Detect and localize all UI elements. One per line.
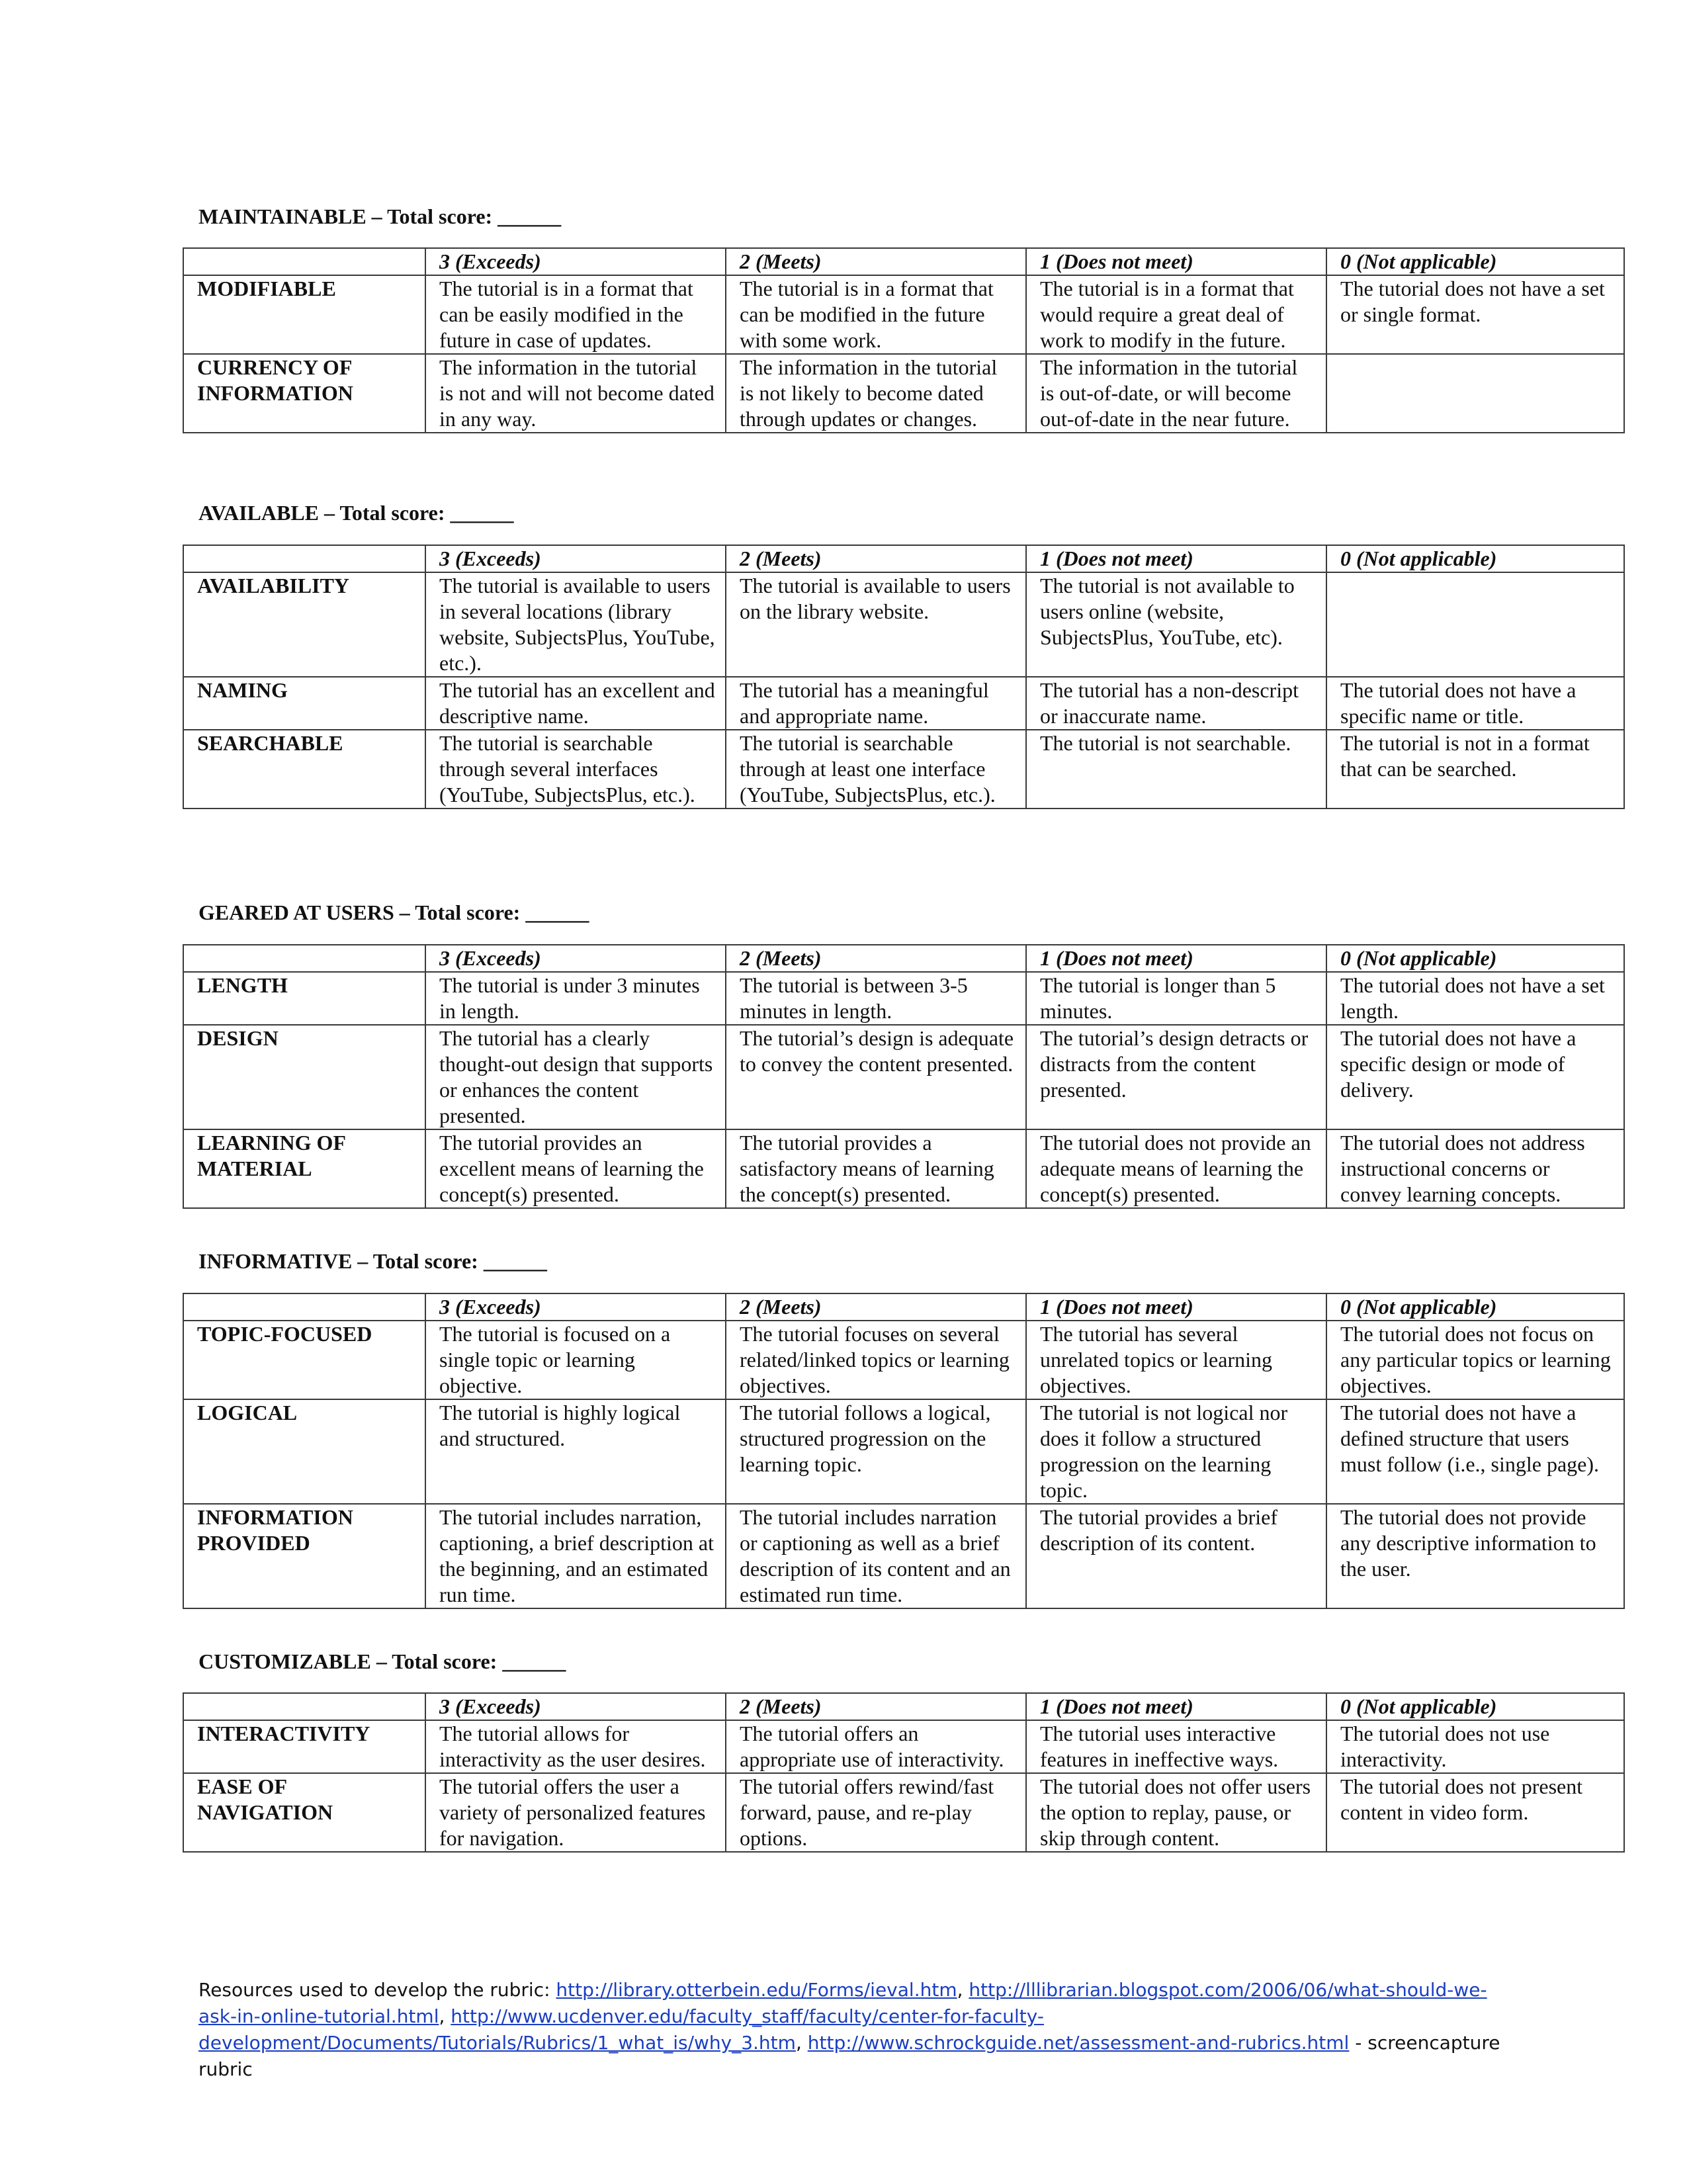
rubric-row — [183, 1773, 1624, 1852]
criterion-label: TOPIC-FOCUSED — [183, 1321, 425, 1399]
rubric-cell: The information in the tutorial is not and will not become dated in any way. — [425, 354, 726, 433]
rubric-cell: The tutorial offers rewind/fast forward, pause, and re-play options. — [726, 1773, 1026, 1852]
score-column-header: 2 (Meets) — [726, 1693, 1026, 1720]
rubric-header-row — [183, 945, 1624, 972]
score-column-header: 1 (Does not meet) — [1026, 545, 1326, 572]
rubric-cell: The tutorial does not have a specific design or mode of delivery. — [1326, 1025, 1624, 1129]
rubric-cell: The tutorial offers an appropriate use of interactivity. — [726, 1720, 1026, 1773]
rubric-cell: The tutorial does not focus on any particular topics or learning objectives. — [1326, 1321, 1624, 1399]
rubric-cell: The tutorial does not have a defined structure that users must follow (i.e., single page). — [1326, 1399, 1624, 1504]
section-title: MAINTAINABLE – Total score: ______ — [198, 204, 562, 228]
rubric-cell: The tutorial is not in a format that can be searched. — [1326, 730, 1624, 808]
header-blank-cell — [183, 545, 425, 572]
criterion-label: NAMING — [183, 677, 425, 730]
rubric-cell — [1326, 572, 1624, 677]
rubric-cell: The tutorial is not searchable. — [1026, 730, 1326, 808]
rubric-cell: The tutorial includes narration, captioning, a brief description at the beginning, and an estimated run time. — [425, 1504, 726, 1608]
rubric-cell: The tutorial provides a satisfactory means of learning the concept(s) presented. — [726, 1129, 1026, 1208]
rubric-cell: The tutorial does not have a specific name or title. — [1326, 677, 1624, 730]
resource-link[interactable]: http://library.otterbein.edu/Forms/ieval.htm — [556, 1979, 957, 2001]
rubric-row — [183, 1399, 1624, 1504]
rubric-row — [183, 354, 1624, 433]
rubric-cell: The tutorial is searchable through several interfaces (YouTube, SubjectsPlus, etc.). — [425, 730, 726, 808]
resource-link[interactable]: http://www.schrockguide.net/assessment-and-rubrics.html — [807, 2032, 1350, 2054]
score-column-header: 3 (Exceeds) — [425, 1693, 726, 1720]
rubric-cell: The tutorial is available to users in several locations (library website, SubjectsPlus, YouTube, etc.). — [425, 572, 726, 677]
score-column-header: 0 (Not applicable) — [1326, 248, 1624, 275]
rubric-table — [183, 944, 1625, 1209]
resource-link[interactable]: http://www.ucdenver.edu/faculty_staff/faculty/center-for-faculty-development/Documents/Tutorials/Rubrics/1_what_is/why_3.htm — [198, 2005, 1044, 2054]
rubric-table — [183, 1293, 1625, 1609]
section-title: GEARED AT USERS – Total score: ______ — [198, 900, 589, 924]
rubric-cell: The information in the tutorial is not likely to become dated through updates or changes. — [726, 354, 1026, 433]
rubric-header-row — [183, 1293, 1624, 1321]
score-column-header: 1 (Does not meet) — [1026, 248, 1326, 275]
rubric-cell: The tutorial is searchable through at least one interface (YouTube, SubjectsPlus, etc.). — [726, 730, 1026, 808]
header-blank-cell — [183, 1293, 425, 1321]
rubric-cell: The tutorial does not use interactivity. — [1326, 1720, 1624, 1773]
rubric-header-row — [183, 1693, 1624, 1720]
rubric-row — [183, 1720, 1624, 1773]
criterion-label: AVAILABILITY — [183, 572, 425, 677]
rubric-cell: The tutorial provides an excellent means of learning the concept(s) presented. — [425, 1129, 726, 1208]
rubric-cell: The tutorial is in a format that can be modified in the future with some work. — [726, 275, 1026, 354]
score-column-header: 0 (Not applicable) — [1326, 1293, 1624, 1321]
rubric-row — [183, 972, 1624, 1025]
score-column-header: 2 (Meets) — [726, 545, 1026, 572]
rubric-row — [183, 730, 1624, 808]
rubric-cell: The tutorial does not offer users the option to replay, pause, or skip through content. — [1026, 1773, 1326, 1852]
rubric-cell: The tutorial is under 3 minutes in length. — [425, 972, 726, 1025]
rubric-cell: The tutorial allows for interactivity as the user desires. — [425, 1720, 726, 1773]
footer-separator: , — [795, 2032, 808, 2054]
rubric-cell: The tutorial is focused on a single topic or learning objective. — [425, 1321, 726, 1399]
rubric-cell: The tutorial focuses on several related/linked topics or learning objectives. — [726, 1321, 1026, 1399]
score-column-header: 0 (Not applicable) — [1326, 945, 1624, 972]
criterion-label: INTERACTIVITY — [183, 1720, 425, 1773]
score-column-header: 2 (Meets) — [726, 945, 1026, 972]
rubric-cell: The tutorial is in a format that can be easily modified in the future in case of updates. — [425, 275, 726, 354]
rubric-cell: The tutorial does not address instructional concerns or convey learning concepts. — [1326, 1129, 1624, 1208]
rubric-cell: The information in the tutorial is out-of-date, or will become out-of-date in the near future. — [1026, 354, 1326, 433]
section-title: CUSTOMIZABLE – Total score: ______ — [198, 1649, 566, 1673]
score-column-header: 1 (Does not meet) — [1026, 1693, 1326, 1720]
rubric-row — [183, 677, 1624, 730]
rubric-cell: The tutorial does not present content in video form. — [1326, 1773, 1624, 1852]
score-column-header: 0 (Not applicable) — [1326, 1693, 1624, 1720]
rubric-cell: The tutorial is between 3-5 minutes in length. — [726, 972, 1026, 1025]
rubric-cell: The tutorial is highly logical and structured. — [425, 1399, 726, 1504]
rubric-table — [183, 247, 1625, 433]
rubric-row — [183, 1129, 1624, 1208]
score-column-header: 1 (Does not meet) — [1026, 1293, 1326, 1321]
rubric-cell — [1326, 354, 1624, 433]
score-column-header: 3 (Exceeds) — [425, 248, 726, 275]
rubric-cell: The tutorial has several unrelated topics or learning objectives. — [1026, 1321, 1326, 1399]
criterion-label: LENGTH — [183, 972, 425, 1025]
score-column-header: 3 (Exceeds) — [425, 1293, 726, 1321]
rubric-cell: The tutorial includes narration or captioning as well as a brief description of its content and an estimated run time. — [726, 1504, 1026, 1608]
rubric-cell: The tutorial has a meaningful and appropriate name. — [726, 677, 1026, 730]
score-column-header: 2 (Meets) — [726, 248, 1026, 275]
rubric-cell: The tutorial is available to users on the library website. — [726, 572, 1026, 677]
footer-intro: Resources used to develop the rubric: — [198, 1979, 556, 2001]
rubric-cell: The tutorial provides a brief description of its content. — [1026, 1504, 1326, 1608]
resource-link[interactable]: http://lllibrarian.blogspot.com/2006/06/what-should-we-ask-in-online-tutorial.html — [198, 1979, 1487, 2027]
criterion-label: LEARNING OF MATERIAL — [183, 1129, 425, 1208]
rubric-table — [183, 545, 1625, 809]
rubric-row — [183, 572, 1624, 677]
rubric-cell: The tutorial offers the user a variety of personalized features for navigation. — [425, 1773, 726, 1852]
footer-separator: , — [957, 1979, 969, 2001]
criterion-label: DESIGN — [183, 1025, 425, 1129]
footer-outro: - screencapture rubric — [198, 2032, 1500, 2080]
section-title: INFORMATIVE – Total score: ______ — [198, 1249, 547, 1273]
score-column-header: 2 (Meets) — [726, 1293, 1026, 1321]
criterion-label: INFORMATION PROVIDED — [183, 1504, 425, 1608]
rubric-cell: The tutorial does not provide an adequate means of learning the concept(s) presented. — [1026, 1129, 1326, 1208]
header-blank-cell — [183, 945, 425, 972]
criterion-label: SEARCHABLE — [183, 730, 425, 808]
criterion-label: EASE OF NAVIGATION — [183, 1773, 425, 1852]
rubric-row — [183, 1504, 1624, 1608]
resources-footer — [198, 1977, 1508, 2083]
rubric-header-row — [183, 248, 1624, 275]
footer-separator: , — [439, 2005, 451, 2027]
rubric-cell: The tutorial has an excellent and descriptive name. — [425, 677, 726, 730]
rubric-cell: The tutorial does not have a set length. — [1326, 972, 1624, 1025]
score-column-header: 3 (Exceeds) — [425, 945, 726, 972]
rubric-row — [183, 1025, 1624, 1129]
rubric-cell: The tutorial is not logical nor does it follow a structured progression on the learning topic. — [1026, 1399, 1326, 1504]
rubric-cell: The tutorial does not have a set or single format. — [1326, 275, 1624, 354]
header-blank-cell — [183, 1693, 425, 1720]
criterion-label: MODIFIABLE — [183, 275, 425, 354]
rubric-row — [183, 275, 1624, 354]
rubric-cell: The tutorial does not provide any descriptive information to the user. — [1326, 1504, 1624, 1608]
rubric-cell: The tutorial is longer than 5 minutes. — [1026, 972, 1326, 1025]
rubric-cell: The tutorial has a clearly thought-out design that supports or enhances the content presented. — [425, 1025, 726, 1129]
criterion-label: CURRENCY OF INFORMATION — [183, 354, 425, 433]
score-column-header: 1 (Does not meet) — [1026, 945, 1326, 972]
rubric-cell: The tutorial follows a logical, structured progression on the learning topic. — [726, 1399, 1026, 1504]
score-column-header: 0 (Not applicable) — [1326, 545, 1624, 572]
section-title: AVAILABLE – Total score: ______ — [198, 501, 514, 525]
rubric-cell: The tutorial has a non-descript or inaccurate name. — [1026, 677, 1326, 730]
rubric-header-row — [183, 545, 1624, 572]
criterion-label: LOGICAL — [183, 1399, 425, 1504]
rubric-cell: The tutorial’s design is adequate to convey the content presented. — [726, 1025, 1026, 1129]
rubric-cell: The tutorial’s design detracts or distracts from the content presented. — [1026, 1025, 1326, 1129]
rubric-row — [183, 1321, 1624, 1399]
header-blank-cell — [183, 248, 425, 275]
rubric-cell: The tutorial is not available to users online (website, SubjectsPlus, YouTube, etc). — [1026, 572, 1326, 677]
rubric-cell: The tutorial is in a format that would require a great deal of work to modify in the future. — [1026, 275, 1326, 354]
rubric-cell: The tutorial uses interactive features in ineffective ways. — [1026, 1720, 1326, 1773]
rubric-table — [183, 1692, 1625, 1853]
score-column-header: 3 (Exceeds) — [425, 545, 726, 572]
